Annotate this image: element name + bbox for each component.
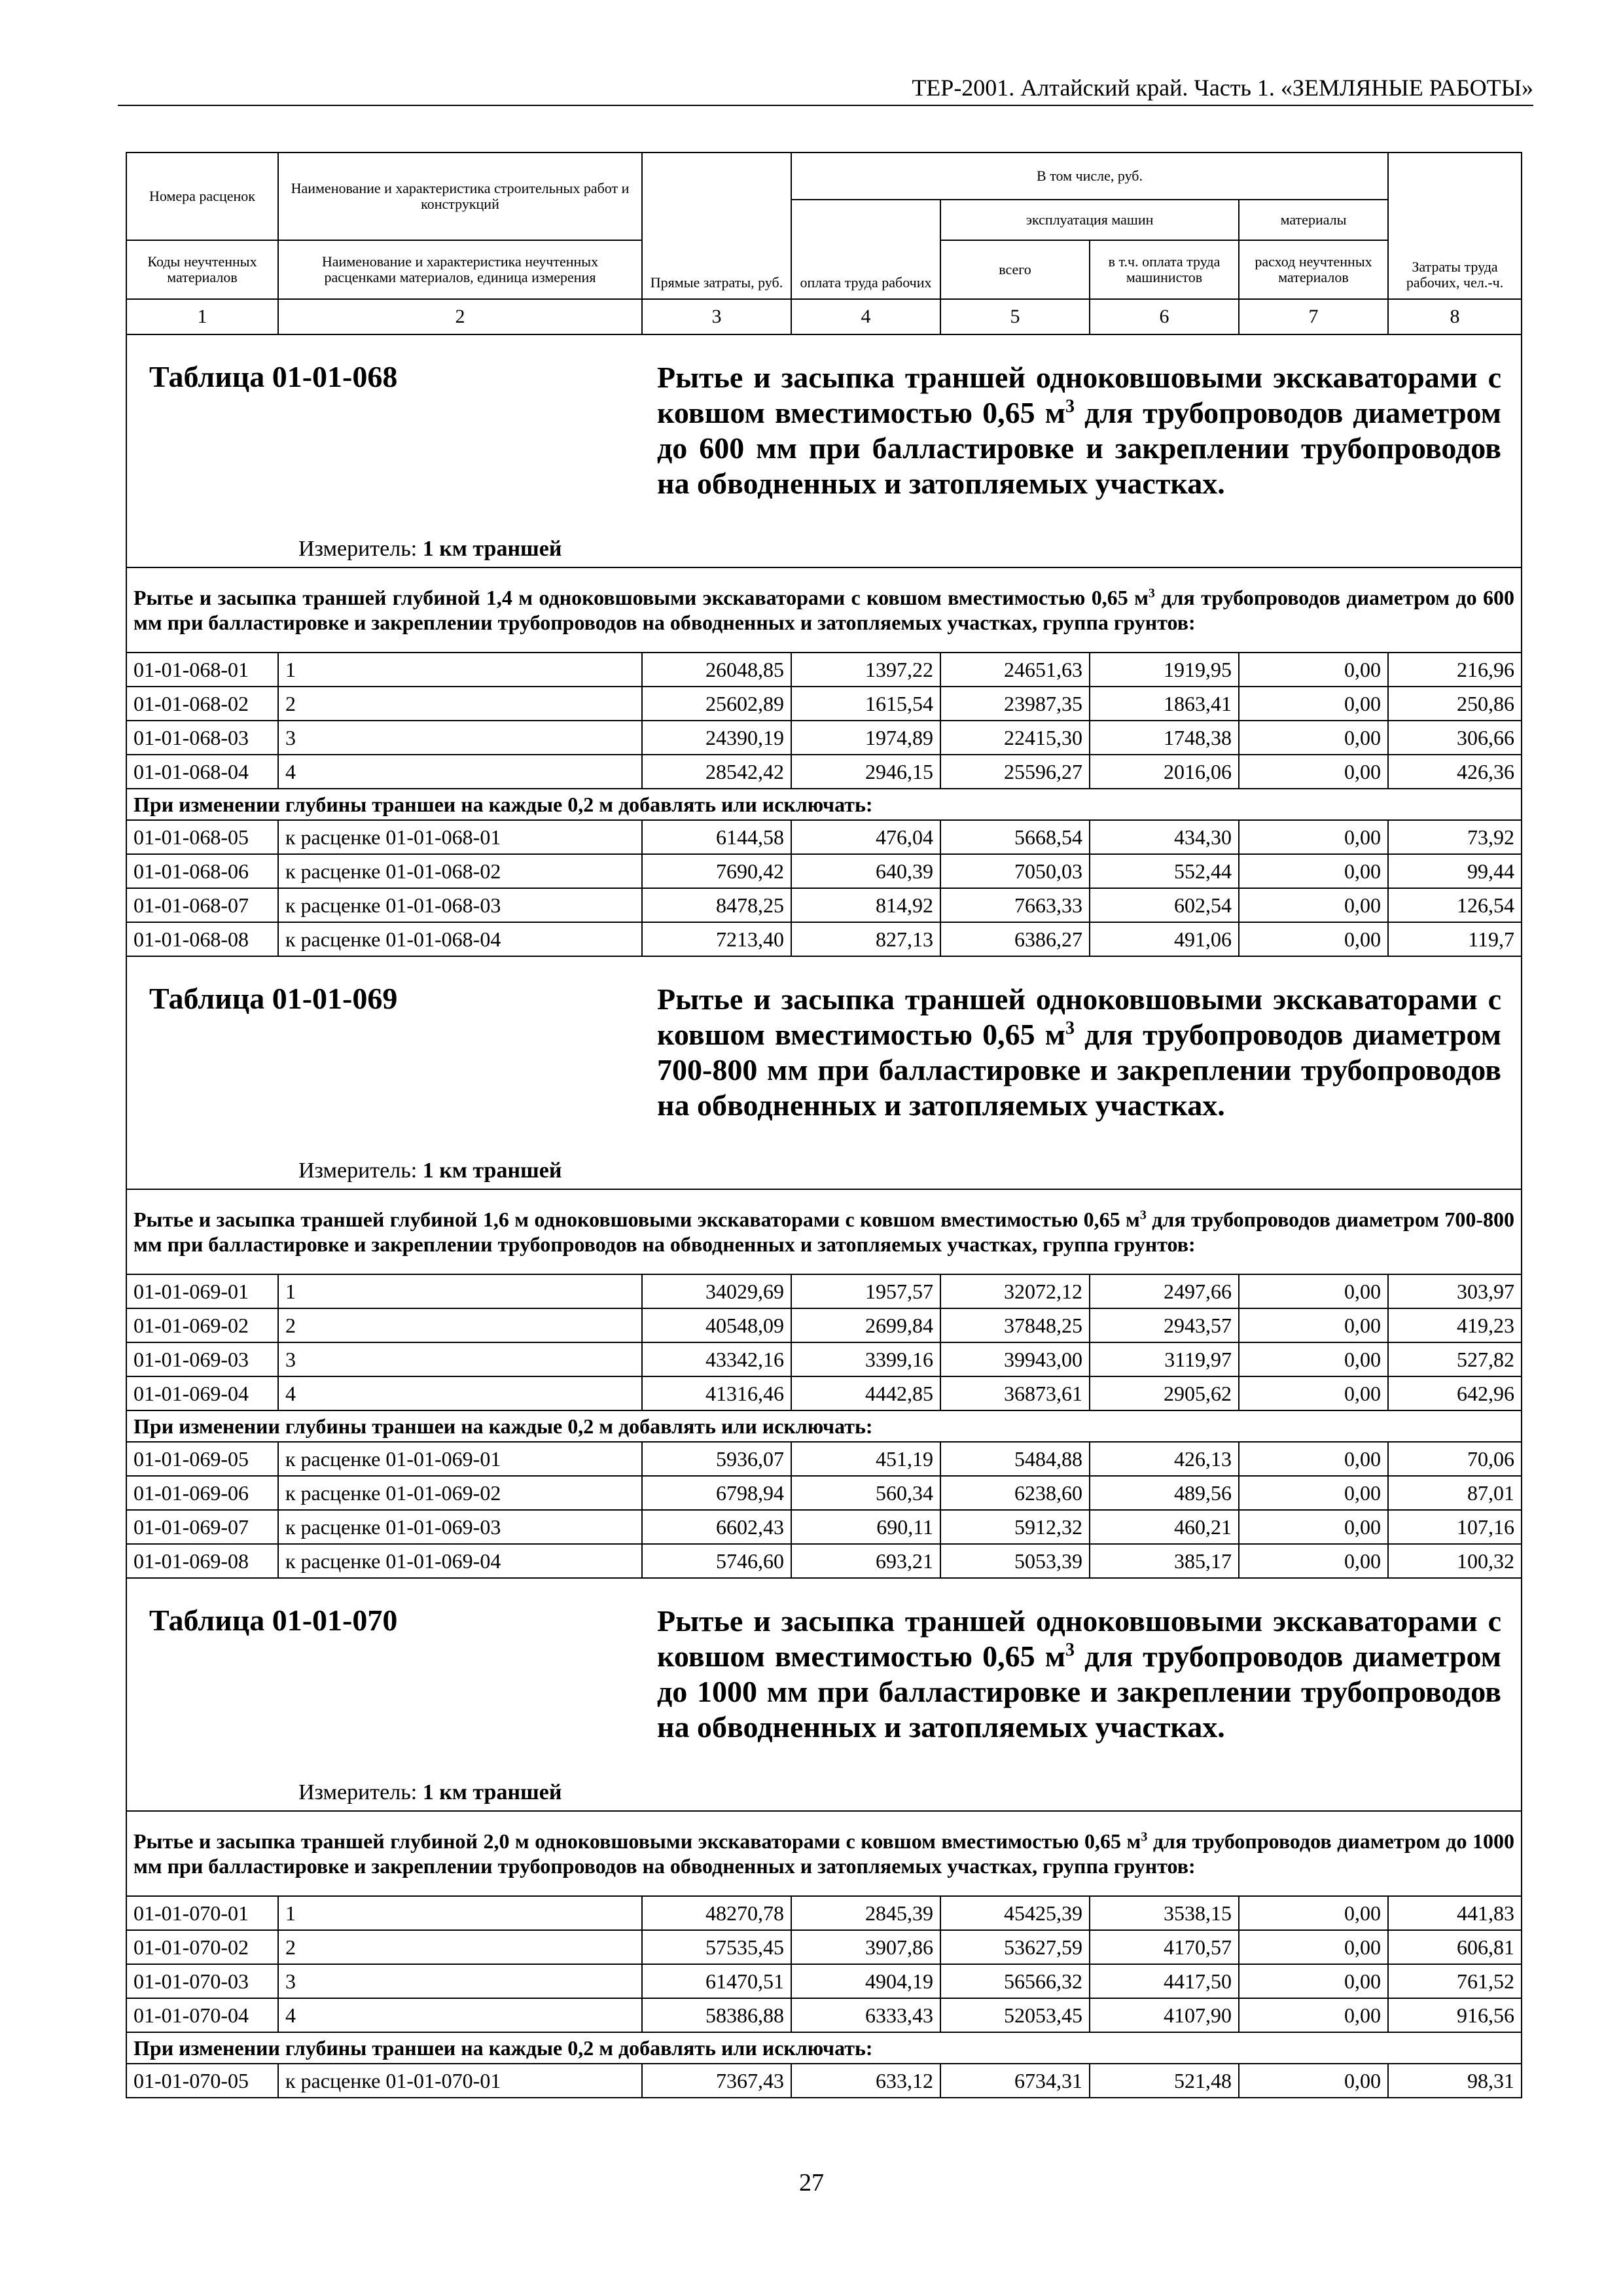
table-title-text-cont: для трубопроводов диаметром 700-800 мм при балластировке и закреплении трубопроводов на обводненных и затопляемых участках. [657, 1018, 1501, 1122]
worker-pay-cell: 4442,85 [791, 1376, 940, 1410]
material-usage-cell: 0,00 [1239, 1274, 1388, 1308]
material-usage-cell: 0,00 [1239, 721, 1388, 755]
rate-code-cell: 01-01-069-03 [126, 1342, 278, 1376]
change-row [126, 922, 1522, 956]
work-description-text-cont: для трубопроводов диаметром 700-800 мм при балластировке и закреплении трубопроводов на обводненных и затопляемых участках, группа грунтов: [134, 1208, 1515, 1256]
table-body [126, 152, 1522, 2098]
machines-total-cell: 6734,31 [940, 2064, 1090, 2098]
section-header-content [134, 1579, 1514, 1810]
material-usage-cell: 0,00 [1239, 1442, 1388, 1476]
material-usage-cell: 0,00 [1239, 1342, 1388, 1376]
rate-code-cell: 01-01-070-05 [126, 2064, 278, 2098]
rate-code-cell: 01-01-069-04 [126, 1376, 278, 1410]
col-header-including: В том числе, руб. [791, 152, 1388, 200]
change-row [126, 1544, 1522, 1578]
col-header-material-usage: расход неучтенных материалов [1239, 240, 1388, 299]
unit-of-measure-label: Измеритель: [298, 537, 418, 561]
worker-pay-cell: 3907,86 [791, 1930, 940, 1964]
direct-costs-cell: 8478,25 [642, 888, 791, 922]
labor-costs-cell: 99,44 [1388, 854, 1522, 888]
table-title [657, 1604, 1501, 1745]
direct-costs-cell: 6144,58 [642, 820, 791, 854]
machines-total-cell: 56566,32 [940, 1964, 1090, 1998]
worker-pay-cell: 3399,16 [791, 1342, 940, 1376]
material-usage-cell: 0,00 [1239, 854, 1388, 888]
worker-pay-cell: 4904,19 [791, 1964, 940, 1998]
table-title-superscript: 3 [1065, 1018, 1075, 1039]
direct-costs-cell: 61470,51 [642, 1964, 791, 1998]
machines-total-cell: 6386,27 [940, 922, 1090, 956]
change-row [126, 1510, 1522, 1544]
labor-costs-cell: 107,16 [1388, 1510, 1522, 1544]
labor-costs-cell: 606,81 [1388, 1930, 1522, 1964]
machinist-pay-cell: 2016,06 [1090, 755, 1239, 789]
labor-costs-cell: 419,23 [1388, 1308, 1522, 1342]
header-rule [118, 105, 1533, 106]
work-description-text-cont: для трубопроводов диаметром до 600 мм при балластировке и закреплении трубопроводов на обводненных и затопляемых участках, группа грунтов: [134, 586, 1515, 634]
table-title [657, 982, 1501, 1123]
table-section-header [126, 334, 1522, 567]
table-row [126, 1964, 1522, 1998]
machinist-pay-cell: 426,13 [1090, 1442, 1239, 1476]
worker-pay-cell: 814,92 [791, 888, 940, 922]
direct-costs-cell: 26048,85 [642, 653, 791, 687]
labor-costs-cell: 306,66 [1388, 721, 1522, 755]
labor-costs-cell: 87,01 [1388, 1476, 1522, 1510]
machinist-pay-cell: 460,21 [1090, 1510, 1239, 1544]
col-header-materials: материалы [1239, 200, 1388, 240]
labor-costs-cell: 70,06 [1388, 1442, 1522, 1476]
work-description-text: Рытье и засыпка траншей глубиной 1,4 м одноковшовыми экскаваторами с ковшом вместимостью 0,65 м [134, 586, 1149, 609]
unit-of-measure-value: 1 км траншей [422, 1780, 562, 1804]
table-label: Таблица 01-01-069 [149, 982, 398, 1015]
direct-costs-cell: 7367,43 [642, 2064, 791, 2098]
depth-change-note: При изменении глубины траншеи на каждые 0,2 м добавлять или исключать: [126, 2032, 1522, 2064]
machines-total-cell: 45425,39 [940, 1896, 1090, 1930]
direct-costs-cell: 25602,89 [642, 687, 791, 721]
work-description [126, 1189, 1522, 1274]
labor-costs-cell: 761,52 [1388, 1964, 1522, 1998]
worker-pay-cell: 2699,84 [791, 1308, 940, 1342]
work-name-cell: 3 [278, 721, 642, 755]
worker-pay-cell: 1397,22 [791, 653, 940, 687]
work-name-cell: 1 [278, 653, 642, 687]
material-usage-cell: 0,00 [1239, 2064, 1388, 2098]
machines-total-cell: 25596,27 [940, 755, 1090, 789]
table-row [126, 1998, 1522, 2032]
unit-of-measure-value: 1 км траншей [422, 537, 562, 561]
work-description-text: Рытье и засыпка траншей глубиной 2,0 м одноковшовыми экскаваторами с ковшом вместимостью 0,65 м [134, 1829, 1141, 1853]
direct-costs-cell: 43342,16 [642, 1342, 791, 1376]
machines-total-cell: 24651,63 [940, 653, 1090, 687]
work-name-cell: 3 [278, 1964, 642, 1998]
worker-pay-cell: 2845,39 [791, 1896, 940, 1930]
machines-total-cell: 22415,30 [940, 721, 1090, 755]
machinist-pay-cell: 1919,95 [1090, 653, 1239, 687]
rate-code-cell: 01-01-068-05 [126, 820, 278, 854]
worker-pay-cell: 560,34 [791, 1476, 940, 1510]
worker-pay-cell: 1974,89 [791, 721, 940, 755]
table-row [126, 1308, 1522, 1342]
table-row [126, 1376, 1522, 1410]
direct-costs-cell: 57535,45 [642, 1930, 791, 1964]
table-row [126, 1342, 1522, 1376]
machinist-pay-cell: 4417,50 [1090, 1964, 1239, 1998]
worker-pay-cell: 693,21 [791, 1544, 940, 1578]
rate-code-cell: 01-01-068-03 [126, 721, 278, 755]
col-header-machinist-pay: в т.ч. оплата труда машинистов [1090, 240, 1239, 299]
machinist-pay-cell: 491,06 [1090, 922, 1239, 956]
worker-pay-cell: 476,04 [791, 820, 940, 854]
rate-code-cell: 01-01-068-06 [126, 854, 278, 888]
table-row [126, 653, 1522, 687]
table-label: Таблица 01-01-070 [149, 1604, 398, 1637]
rate-code-cell: 01-01-069-02 [126, 1308, 278, 1342]
work-name-cell: к расценке 01-01-068-01 [278, 820, 642, 854]
machines-total-cell: 7663,33 [940, 888, 1090, 922]
work-name-cell: 2 [278, 1308, 642, 1342]
column-numbers-row [126, 299, 1522, 334]
col-header-material-names: Наименование и характеристика неучтенных расценками материалов, единица измерения [278, 240, 642, 299]
col-number: 6 [1090, 299, 1239, 334]
rate-code-cell: 01-01-068-02 [126, 687, 278, 721]
col-header-machines-total: всего [940, 240, 1090, 299]
depth-change-note: При изменении глубины траншеи на каждые 0,2 м добавлять или исключать: [126, 1410, 1522, 1442]
worker-pay-cell: 1615,54 [791, 687, 940, 721]
section-header-cell [126, 334, 1522, 567]
labor-costs-cell: 426,36 [1388, 755, 1522, 789]
price-table [126, 152, 1522, 2098]
section-header-cell [126, 956, 1522, 1189]
table-section-header [126, 956, 1522, 1189]
material-usage-cell: 0,00 [1239, 1896, 1388, 1930]
labor-costs-cell: 216,96 [1388, 653, 1522, 687]
work-name-cell: 2 [278, 1930, 642, 1964]
col-header-material-codes: Коды неучтенных материалов [126, 240, 278, 299]
table-title-text: Рытье и засыпка траншей одноковшовыми экскаваторами с ковшом вместимостью 0,65 м [657, 1604, 1501, 1673]
rate-code-cell: 01-01-069-05 [126, 1442, 278, 1476]
material-usage-cell: 0,00 [1239, 1510, 1388, 1544]
direct-costs-cell: 58386,88 [642, 1998, 791, 2032]
labor-costs-cell: 73,92 [1388, 820, 1522, 854]
machinist-pay-cell: 4170,57 [1090, 1930, 1239, 1964]
unit-of-measure-label: Измеритель: [298, 1780, 418, 1804]
table-row [126, 721, 1522, 755]
machines-total-cell: 52053,45 [940, 1998, 1090, 2032]
machines-total-cell: 5668,54 [940, 820, 1090, 854]
machinist-pay-cell: 2905,62 [1090, 1376, 1239, 1410]
table-title-text: Рытье и засыпка траншей одноковшовыми экскаваторами с ковшом вместимостью 0,65 м [657, 982, 1501, 1051]
labor-costs-cell: 250,86 [1388, 687, 1522, 721]
change-row [126, 854, 1522, 888]
machines-total-cell: 5053,39 [940, 1544, 1090, 1578]
material-usage-cell: 0,00 [1239, 1376, 1388, 1410]
work-description-superscript: 3 [1139, 1208, 1147, 1223]
direct-costs-cell: 41316,46 [642, 1376, 791, 1410]
labor-costs-cell: 441,83 [1388, 1896, 1522, 1930]
col-number: 7 [1239, 299, 1388, 334]
machines-total-cell: 7050,03 [940, 854, 1090, 888]
direct-costs-cell: 24390,19 [642, 721, 791, 755]
machines-total-cell: 53627,59 [940, 1930, 1090, 1964]
labor-costs-cell: 100,32 [1388, 1544, 1522, 1578]
work-name-cell: к расценке 01-01-068-04 [278, 922, 642, 956]
labor-costs-cell: 98,31 [1388, 2064, 1522, 2098]
machinist-pay-cell: 3538,15 [1090, 1896, 1239, 1930]
unit-of-measure [298, 1780, 562, 1805]
machinist-pay-cell: 385,17 [1090, 1544, 1239, 1578]
work-name-cell: 3 [278, 1342, 642, 1376]
rate-code-cell: 01-01-069-07 [126, 1510, 278, 1544]
work-name-cell: 4 [278, 755, 642, 789]
rate-code-cell: 01-01-070-04 [126, 1998, 278, 2032]
machinist-pay-cell: 521,48 [1090, 2064, 1239, 2098]
worker-pay-cell: 451,19 [791, 1442, 940, 1476]
col-number: 4 [791, 299, 940, 334]
machines-total-cell: 23987,35 [940, 687, 1090, 721]
direct-costs-cell: 7213,40 [642, 922, 791, 956]
work-description-row [126, 1811, 1522, 1896]
rate-code-cell: 01-01-069-06 [126, 1476, 278, 1510]
direct-costs-cell: 5936,07 [642, 1442, 791, 1476]
change-row [126, 820, 1522, 854]
table-title-superscript: 3 [1065, 1640, 1075, 1660]
table-label: Таблица 01-01-068 [149, 360, 398, 393]
machinist-pay-cell: 3119,97 [1090, 1342, 1239, 1376]
work-name-cell: 1 [278, 1896, 642, 1930]
machinist-pay-cell: 489,56 [1090, 1476, 1239, 1510]
section-header-cell [126, 1578, 1522, 1811]
work-name-cell: 4 [278, 1376, 642, 1410]
work-name-cell: к расценке 01-01-069-03 [278, 1510, 642, 1544]
labor-costs-cell: 527,82 [1388, 1342, 1522, 1376]
work-name-cell: к расценке 01-01-070-01 [278, 2064, 642, 2098]
machines-total-cell: 5912,32 [940, 1510, 1090, 1544]
labor-costs-cell: 642,96 [1388, 1376, 1522, 1410]
col-number: 5 [940, 299, 1090, 334]
direct-costs-cell: 5746,60 [642, 1544, 791, 1578]
table-row [126, 1274, 1522, 1308]
col-number: 3 [642, 299, 791, 334]
machines-total-cell: 39943,00 [940, 1342, 1090, 1376]
unit-of-measure [298, 537, 562, 562]
material-usage-cell: 0,00 [1239, 922, 1388, 956]
worker-pay-cell: 633,12 [791, 2064, 940, 2098]
running-header: ТЕР-2001. Алтайский край. Часть 1. «ЗЕМЛЯНЫЕ РАБОТЫ» [912, 75, 1533, 101]
depth-change-row [126, 1410, 1522, 1442]
work-description [126, 567, 1522, 653]
work-description [126, 1811, 1522, 1896]
work-description-row [126, 567, 1522, 653]
work-description-superscript: 3 [1148, 586, 1155, 601]
material-usage-cell: 0,00 [1239, 1544, 1388, 1578]
col-header-machines: эксплуатация машин [940, 200, 1239, 240]
depth-change-row [126, 789, 1522, 820]
labor-costs-cell: 916,56 [1388, 1998, 1522, 2032]
work-description-superscript: 3 [1141, 1829, 1148, 1844]
table-row [126, 755, 1522, 789]
direct-costs-cell: 6798,94 [642, 1476, 791, 1510]
machinist-pay-cell: 1863,41 [1090, 687, 1239, 721]
machines-total-cell: 5484,88 [940, 1442, 1090, 1476]
page-number: 27 [799, 2169, 824, 2197]
material-usage-cell: 0,00 [1239, 1930, 1388, 1964]
machines-total-cell: 37848,25 [940, 1308, 1090, 1342]
work-description-row [126, 1189, 1522, 1274]
machinist-pay-cell: 434,30 [1090, 820, 1239, 854]
work-name-cell: к расценке 01-01-068-03 [278, 888, 642, 922]
direct-costs-cell: 28542,42 [642, 755, 791, 789]
material-usage-cell: 0,00 [1239, 1998, 1388, 2032]
machinist-pay-cell: 2943,57 [1090, 1308, 1239, 1342]
table-title-superscript: 3 [1065, 396, 1075, 417]
table-row [126, 1896, 1522, 1930]
machines-total-cell: 32072,12 [940, 1274, 1090, 1308]
table-row [126, 687, 1522, 721]
col-number: 8 [1388, 299, 1522, 334]
rate-code-cell: 01-01-068-08 [126, 922, 278, 956]
material-usage-cell: 0,00 [1239, 1476, 1388, 1510]
worker-pay-cell: 640,39 [791, 854, 940, 888]
worker-pay-cell: 690,11 [791, 1510, 940, 1544]
rate-code-cell: 01-01-068-01 [126, 653, 278, 687]
depth-change-row [126, 2032, 1522, 2064]
col-number: 2 [278, 299, 642, 334]
worker-pay-cell: 6333,43 [791, 1998, 940, 2032]
direct-costs-cell: 7690,42 [642, 854, 791, 888]
material-usage-cell: 0,00 [1239, 820, 1388, 854]
machinist-pay-cell: 4107,90 [1090, 1998, 1239, 2032]
work-name-cell: 4 [278, 1998, 642, 2032]
change-row [126, 1476, 1522, 1510]
work-name-cell: к расценке 01-01-069-04 [278, 1544, 642, 1578]
change-row [126, 1442, 1522, 1476]
material-usage-cell: 0,00 [1239, 687, 1388, 721]
table-section-header [126, 1578, 1522, 1811]
col-header-work-name: Наименование и характеристика строительных работ и конструкций [278, 152, 642, 240]
col-header-worker-pay: оплата труда рабочих [791, 200, 940, 299]
col-header-labor-costs: Затраты труда рабочих, чел.-ч. [1388, 152, 1522, 299]
section-header-content [134, 957, 1514, 1189]
table-title-text-cont: для трубопроводов диаметром до 1000 мм при балластировке и закреплении трубопроводов на обводненных и затопляемых участках. [657, 1640, 1501, 1744]
table-title-text: Рытье и засыпка траншей одноковшовыми экскаваторами с ковшом вместимостью 0,65 м [657, 361, 1501, 429]
material-usage-cell: 0,00 [1239, 653, 1388, 687]
work-description-text: Рытье и засыпка траншей глубиной 1,6 м одноковшовыми экскаваторами с ковшом вместимостью 0,65 м [134, 1208, 1140, 1231]
work-name-cell: к расценке 01-01-068-02 [278, 854, 642, 888]
header-row-1 [126, 152, 1522, 200]
rate-code-cell: 01-01-069-08 [126, 1544, 278, 1578]
labor-costs-cell: 119,7 [1388, 922, 1522, 956]
work-name-cell: к расценке 01-01-069-01 [278, 1442, 642, 1476]
unit-of-measure-label: Измеритель: [298, 1158, 418, 1183]
machines-total-cell: 6238,60 [940, 1476, 1090, 1510]
table-title-text-cont: для трубопроводов диаметром до 600 мм при балластировке и закреплении трубопроводов на обводненных и затопляемых участках. [657, 396, 1501, 500]
rate-code-cell: 01-01-070-03 [126, 1964, 278, 1998]
work-name-cell: 2 [278, 687, 642, 721]
col-header-rate-numbers: Номера расценок [126, 152, 278, 240]
machinist-pay-cell: 602,54 [1090, 888, 1239, 922]
machinist-pay-cell: 2497,66 [1090, 1274, 1239, 1308]
rate-code-cell: 01-01-068-04 [126, 755, 278, 789]
machinist-pay-cell: 1748,38 [1090, 721, 1239, 755]
work-name-cell: 1 [278, 1274, 642, 1308]
material-usage-cell: 0,00 [1239, 888, 1388, 922]
table-title [657, 360, 1501, 501]
rate-code-cell: 01-01-070-01 [126, 1896, 278, 1930]
rate-code-cell: 01-01-070-02 [126, 1930, 278, 1964]
material-usage-cell: 0,00 [1239, 1308, 1388, 1342]
material-usage-cell: 0,00 [1239, 1964, 1388, 1998]
col-number: 1 [126, 299, 278, 334]
depth-change-note: При изменении глубины траншеи на каждые 0,2 м добавлять или исключать: [126, 789, 1522, 820]
col-header-direct-costs: Прямые затраты, руб. [642, 152, 791, 299]
worker-pay-cell: 2946,15 [791, 755, 940, 789]
section-header-content [134, 335, 1514, 567]
direct-costs-cell: 6602,43 [642, 1510, 791, 1544]
labor-costs-cell: 303,97 [1388, 1274, 1522, 1308]
direct-costs-cell: 34029,69 [642, 1274, 791, 1308]
labor-costs-cell: 126,54 [1388, 888, 1522, 922]
machines-total-cell: 36873,61 [940, 1376, 1090, 1410]
change-row [126, 2064, 1522, 2098]
unit-of-measure [298, 1158, 562, 1183]
worker-pay-cell: 1957,57 [791, 1274, 940, 1308]
rate-code-cell: 01-01-068-07 [126, 888, 278, 922]
unit-of-measure-value: 1 км траншей [422, 1158, 562, 1183]
direct-costs-cell: 40548,09 [642, 1308, 791, 1342]
machinist-pay-cell: 552,44 [1090, 854, 1239, 888]
work-description-text-cont: для трубопроводов диаметром до 1000 мм при балластировке и закреплении трубопроводов на обводненных и затопляемых участках, группа грунтов: [134, 1829, 1515, 1878]
change-row [126, 888, 1522, 922]
material-usage-cell: 0,00 [1239, 755, 1388, 789]
worker-pay-cell: 827,13 [791, 922, 940, 956]
table-row [126, 1930, 1522, 1964]
work-name-cell: к расценке 01-01-069-02 [278, 1476, 642, 1510]
rate-code-cell: 01-01-069-01 [126, 1274, 278, 1308]
direct-costs-cell: 48270,78 [642, 1896, 791, 1930]
